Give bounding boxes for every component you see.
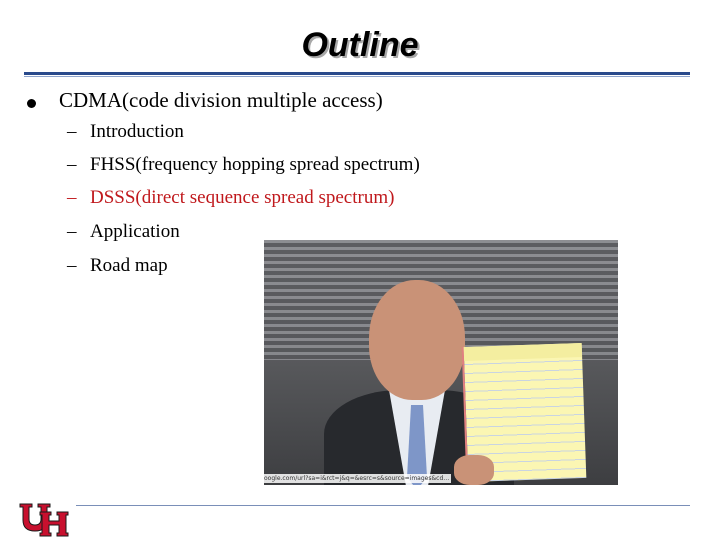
title-divider — [24, 72, 690, 75]
uh-logo-icon — [18, 500, 72, 538]
dash-icon: – — [67, 154, 77, 175]
dash-icon: – — [67, 187, 77, 208]
title-divider-thin — [24, 76, 690, 77]
slide-title: Outline — [301, 26, 419, 64]
sub-item-application: – Application — [67, 221, 180, 242]
photo-caption: oogle.com/url?sa=i&rct=j&q=&esrc=s&source=images&cd… — [264, 475, 450, 482]
dash-icon: – — [67, 221, 77, 242]
bullet-dot-icon — [27, 99, 36, 108]
sub-item-introduction: – Introduction — [67, 121, 184, 142]
dash-icon: – — [67, 255, 77, 276]
footer-divider — [76, 505, 690, 506]
main-bullet-text: CDMA(code division multiple access) — [59, 88, 383, 112]
dash-icon: – — [67, 121, 77, 142]
sub-item-dsss: – DSSS(direct sequence spread spectrum) — [67, 187, 395, 208]
sub-item-fhss: – FHSS(frequency hopping spread spectrum) — [67, 154, 420, 175]
photo-man-with-notepad — [264, 240, 618, 485]
sub-item-road-map: – Road map — [67, 255, 168, 276]
